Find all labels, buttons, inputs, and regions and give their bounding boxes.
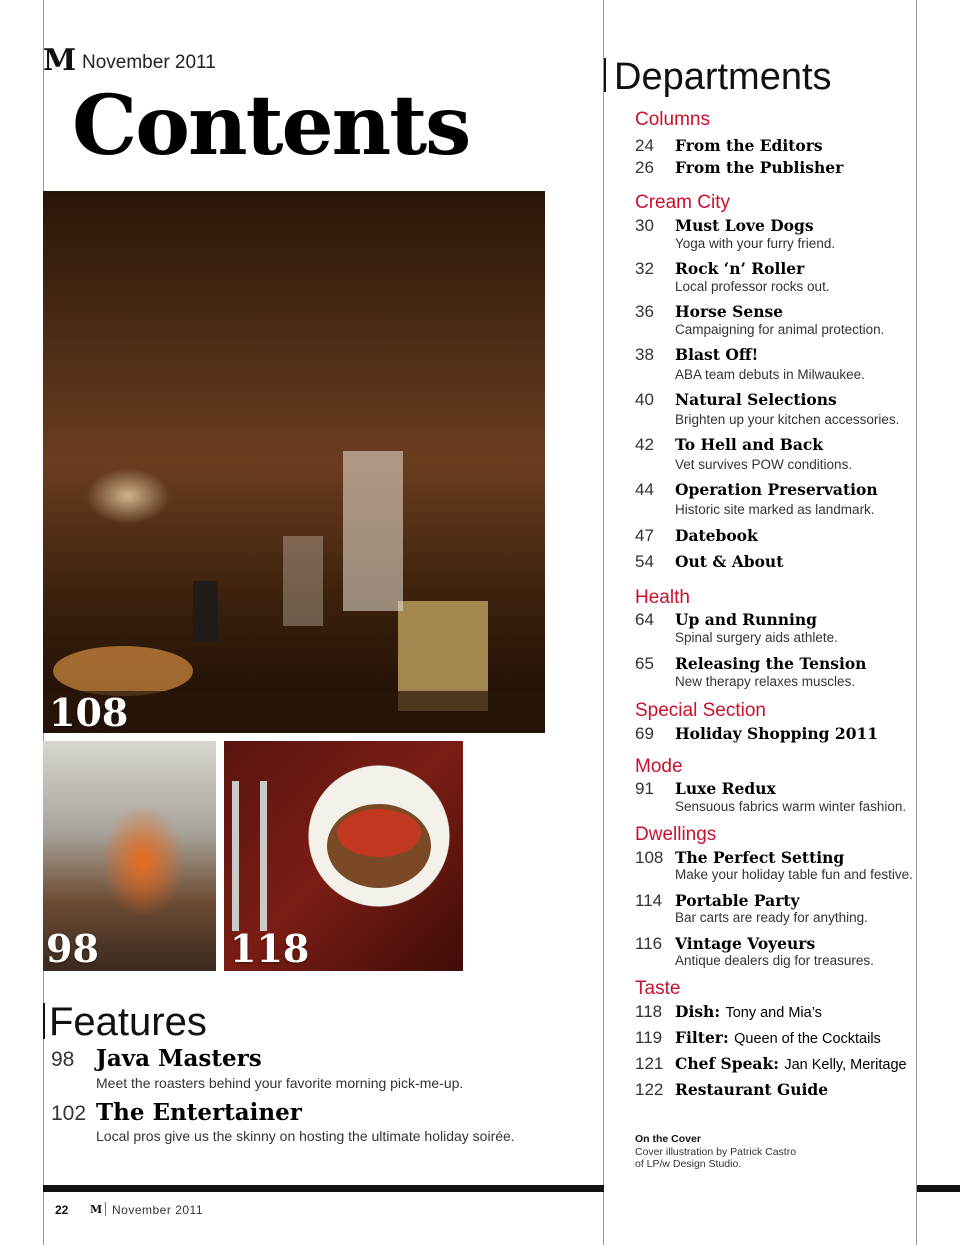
entry-subtitle: Tony and Mia’s — [725, 1005, 822, 1021]
entry-page-number: 118 — [635, 1002, 663, 1021]
cover-credit-line: of LP/w Design Studio. — [635, 1158, 742, 1170]
entry-title-label: Filter: — [675, 1028, 729, 1047]
entry-page-number: 69 — [635, 724, 654, 743]
entry-page-number: 38 — [635, 345, 654, 364]
entry-description: Vet survives POW conditions. — [675, 457, 853, 472]
photo-coffee-roaster[interactable] — [43, 741, 216, 971]
entry-description: Yoga with your furry friend. — [675, 236, 836, 251]
entry-description: Local professor rocks out. — [675, 279, 830, 294]
column-divider-rule — [603, 0, 604, 1245]
entry-title-link[interactable]: Out & About — [675, 552, 784, 571]
entry-title-label: Chef Speak: — [675, 1054, 779, 1073]
feature-page-number: 102 — [51, 1102, 87, 1125]
category-health: Health — [635, 587, 690, 608]
entry-title-link[interactable]: From the Publisher — [675, 158, 844, 177]
entry-subtitle: Jan Kelly, Meritage — [784, 1057, 907, 1073]
photo-page-number: 108 — [49, 690, 129, 733]
photo-holiday-table-illustration — [43, 191, 545, 733]
entry-page-number: 47 — [635, 526, 654, 545]
entry-title-link[interactable]: Datebook — [675, 526, 758, 545]
page-title: Contents — [72, 78, 470, 174]
category-dwellings: Dwellings — [635, 824, 717, 845]
entry-page-number: 91 — [635, 779, 654, 798]
entry-page-number: 114 — [635, 891, 663, 910]
entry-description: New therapy relaxes muscles. — [675, 674, 856, 689]
page-number: 22 — [55, 1203, 69, 1217]
entry-page-number: 122 — [635, 1080, 664, 1099]
feature-title-link[interactable]: The Entertainer — [96, 1099, 302, 1126]
category-mode: Mode — [635, 756, 683, 777]
entry-title-link[interactable]: Vintage Voyeurs — [675, 934, 816, 953]
category-special-section: Special Section — [635, 700, 766, 721]
entry-page-number: 24 — [635, 136, 654, 155]
entry-page-number: 64 — [635, 610, 654, 629]
right-margin-rule — [916, 0, 917, 1245]
entry-page-number: 40 — [635, 390, 654, 409]
magazine-logo: M — [43, 43, 76, 78]
entry-subtitle: Queen of the Cocktails — [734, 1031, 881, 1047]
entry-page-number: 42 — [635, 435, 654, 454]
entry-title-link[interactable]: Restaurant Guide — [675, 1080, 829, 1099]
entry-description: Brighten up your kitchen accessories. — [675, 412, 900, 427]
category-cream-city: Cream City — [635, 192, 731, 213]
footer-logo: M — [90, 1203, 103, 1216]
entry-title-link[interactable]: To Hell and Back — [675, 435, 824, 454]
footer-rule-right — [917, 1185, 960, 1192]
photo-page-number: 118 — [230, 926, 310, 971]
photo-page-number: 98 — [46, 926, 99, 971]
entry-title-label: Dish: — [675, 1002, 721, 1021]
departments-heading-text: Departments — [614, 56, 832, 98]
entry-page-number: 65 — [635, 654, 654, 673]
footer-separator — [105, 1202, 106, 1216]
category-columns: Columns — [635, 109, 710, 130]
entry-title-link[interactable]: The Perfect Setting — [675, 848, 845, 867]
entry-title-link[interactable]: Luxe Redux — [675, 779, 776, 798]
entry-page-number: 36 — [635, 302, 654, 321]
entry-page-number: 32 — [635, 259, 654, 278]
entry-page-number: 116 — [635, 934, 663, 953]
feature-description: Meet the roasters behind your favorite morning pick-me-up. — [96, 1075, 464, 1091]
entry-page-number: 119 — [635, 1028, 663, 1047]
entry-page-number: 44 — [635, 480, 654, 499]
entry-description: Make your holiday table fun and festive. — [675, 867, 913, 882]
issue-date: November 2011 — [82, 52, 216, 73]
entry-title-link[interactable]: Blast Off! — [675, 345, 759, 364]
departments-heading — [604, 56, 832, 98]
entry-title-link[interactable]: Natural Selections — [675, 390, 837, 409]
entry-title-link[interactable]: Releasing the Tension — [675, 654, 867, 673]
entry-description: Spinal surgery aids athlete. — [675, 630, 838, 645]
entry-description: Historic site marked as landmark. — [675, 502, 875, 517]
entry-description: Bar carts are ready for anything. — [675, 910, 868, 925]
entry-title-link[interactable]: Horse Sense — [675, 302, 784, 321]
feature-title-link[interactable]: Java Masters — [96, 1045, 262, 1072]
photo-plated-dish[interactable] — [224, 741, 463, 971]
entry-title-link[interactable]: Must Love Dogs — [675, 216, 814, 235]
entry-description: Campaigning for animal protection. — [675, 322, 885, 337]
entry-title-link[interactable]: Holiday Shopping 2011 — [675, 724, 879, 743]
entry-page-number: 54 — [635, 552, 654, 571]
footer-issue-date: November 2011 — [112, 1203, 203, 1217]
cover-credit-line: Cover illustration by Patrick Castro — [635, 1146, 797, 1158]
entry-title-link[interactable]: Up and Running — [675, 610, 817, 629]
entry-page-number: 30 — [635, 216, 654, 235]
entry-title-link[interactable]: From the Editors — [675, 136, 823, 155]
feature-description: Local pros give us the skinny on hosting the ultimate holiday soirée. — [96, 1128, 515, 1144]
entry-page-number: 108 — [635, 848, 664, 867]
entry-title-link[interactable] — [675, 1054, 907, 1075]
entry-title-link[interactable]: Rock ‘n’ Roller — [675, 259, 805, 278]
entry-description: ABA team debuts in Milwaukee. — [675, 367, 865, 382]
feature-page-number: 98 — [51, 1048, 75, 1071]
entry-title-link[interactable] — [675, 1028, 881, 1049]
entry-description: Antique dealers dig for treasures. — [675, 953, 874, 968]
entry-page-number: 26 — [635, 158, 654, 177]
heading-rule — [604, 58, 606, 92]
features-heading-text: Features — [49, 1000, 207, 1044]
entry-page-number: 121 — [635, 1054, 664, 1073]
category-taste: Taste — [635, 978, 681, 999]
features-heading — [43, 1000, 207, 1044]
entry-description: Sensuous fabrics warm winter fashion. — [675, 799, 907, 814]
entry-title-link[interactable] — [675, 1002, 822, 1023]
entry-title-link[interactable]: Operation Preservation — [675, 480, 878, 499]
heading-rule — [43, 1003, 45, 1039]
cover-credit-title: On the Cover — [635, 1133, 701, 1145]
photo-holiday-table[interactable] — [43, 191, 545, 733]
footer-rule-left — [43, 1185, 604, 1192]
entry-title-link[interactable]: Portable Party — [675, 891, 800, 910]
